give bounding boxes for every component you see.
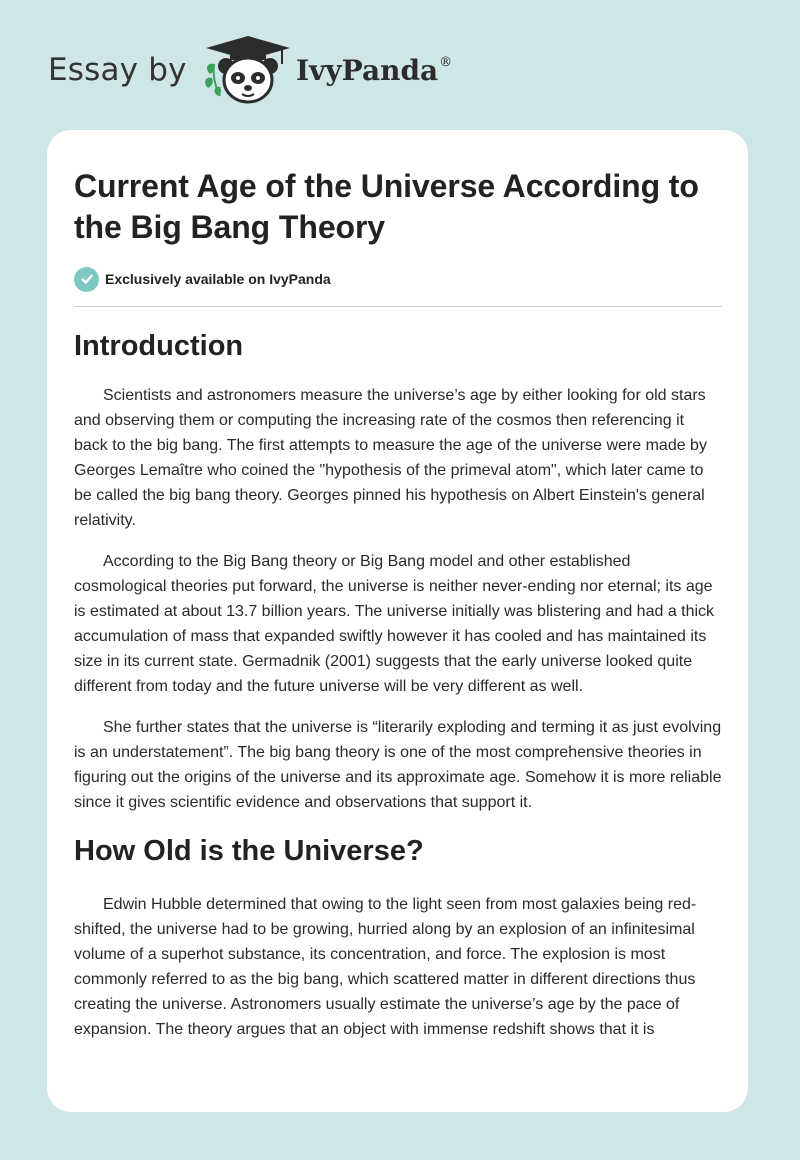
paragraph: Edwin Hubble determined that owing to the light seen from most galaxies being red-shifted, the universe had to be growing, hurried along by an explosion of an infinitesimal volume of a superhot substance, its concentration, and force. The explosion is most commonly referred to as the big bang, which scattered matter in different directions thus creating the universe. Astronomers usually estimate the universe’s age by the pace of expansion. The theory argues that an object with immense redshift shows that it is [74,896,697,1038]
paragraph: She further states that the universe is “literarily exploding and terming it as just evolving is an understatement”. The big bang theory is one of the most comprehensive theories in figuring out the origins of the universe and its approximate age. Somehow it is more reliable since it gives scientific evidence and observations that support it. [74,719,722,811]
check-circle-icon [74,267,99,292]
paragraph: According to the Big Bang theory or Big Bang model and other established cosmological theories put forward, the universe is neither never-ending nor eternal; its age is estimated at about 13.7 billion years. The universe initially was blistering and had a thick accumulation of mass that expanded swiftly however it has cooled and has maintained its size in its current state. Germadnik (2001) suggests that the early universe looked quite different from today and the future universe will be very different as well. [74,553,715,695]
brand-prefix: Essay by [48,52,187,88]
page-title: Current Age of the Universe According to the Big Bang Theory [74,168,699,245]
divider [74,306,722,307]
section-heading-introduction: Introduction [74,330,244,362]
registered-mark: ® [439,55,453,70]
essay-card [47,130,748,1112]
brand-name-text[interactable]: IvyPanda [296,54,439,87]
panda-graduate-icon[interactable] [202,34,294,106]
exclusive-badge-text: Exclusively available on IvyPanda [105,271,331,287]
brand-name[interactable] [296,54,452,87]
section-heading-how-old: How Old is the Universe? [74,835,424,867]
essay-content [74,166,722,1042]
paragraph: Scientists and astronomers measure the universe’s age by either looking for old stars and observing them or computing the increasing rate of the cosmos then referencing it back to the big bang. The first attempts to measure the age of the universe were made by Georges Lemaître who coined the "hypothesis of the primeval atom", which later came to be called the big bang theory. Georges pinned his hypothesis on Albert Einstein's general relativity. [74,387,707,529]
exclusive-badge [74,266,722,292]
site-header [48,34,548,114]
